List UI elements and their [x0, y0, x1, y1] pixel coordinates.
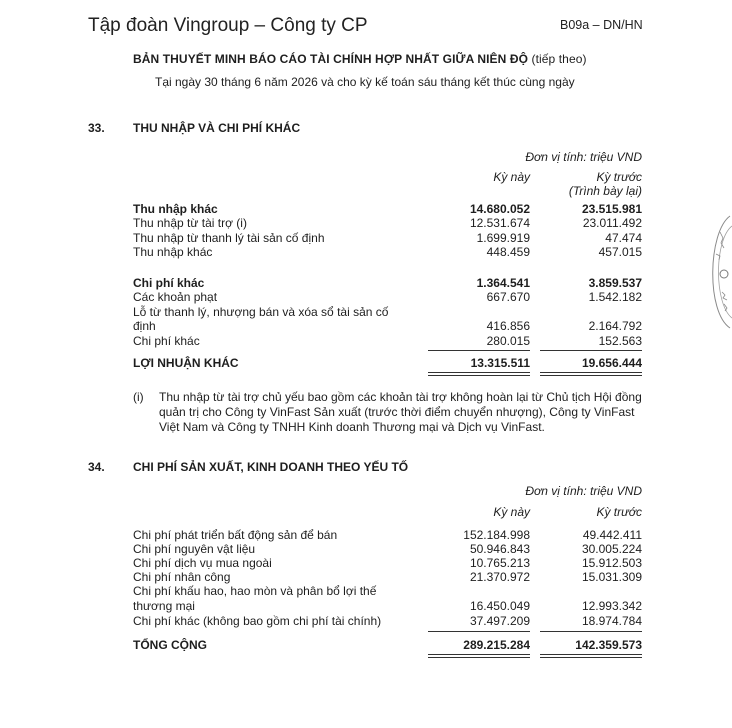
row-value-current: 10.765.213 — [469, 556, 530, 570]
table-row — [133, 599, 642, 613]
table-row — [133, 556, 642, 570]
row-value-prior: 30.005.224 — [581, 542, 642, 556]
row-label: Chi phí dịch vụ mua ngoài — [133, 556, 272, 570]
row-value-current: 21.370.972 — [469, 570, 530, 584]
row-label: Chi phí khác — [133, 276, 205, 290]
footnote-marker: (i) — [133, 390, 144, 404]
row-value-current: 448.459 — [486, 245, 530, 259]
row-label: Chi phí nguyên vật liệu — [133, 542, 256, 556]
subtotal-rule — [540, 631, 642, 632]
table-row — [133, 528, 642, 542]
table-row — [133, 202, 642, 216]
section-33-col-current: Kỳ này — [493, 170, 530, 184]
table-row — [133, 290, 642, 304]
section-34-unit: Đơn vị tính: triệu VND — [525, 484, 642, 498]
table-row — [133, 334, 642, 348]
row-value-prior: 3.859.537 — [588, 276, 642, 290]
row-label: Chi phí khác — [133, 334, 200, 348]
section-34-title: CHI PHÍ SẢN XUẤT, KINH DOANH THEO YẾU TỐ — [133, 460, 409, 474]
row-label: Các khoản phạt — [133, 290, 218, 304]
section-34-number: 34. — [88, 460, 105, 474]
row-value-current: 1.699.919 — [476, 231, 530, 245]
row-value-current: 37.497.209 — [469, 614, 530, 628]
row-label: Thu nhập từ tài trợ (i) — [133, 216, 247, 230]
row-value-current: 12.531.674 — [469, 216, 530, 230]
row-value-prior: 23.515.981 — [581, 202, 642, 216]
table-row — [133, 614, 642, 628]
row-value-current: 280.015 — [486, 334, 530, 348]
section-33-unit: Đơn vị tính: triệu VND — [525, 150, 642, 164]
table-row-total — [133, 356, 642, 370]
row-label: Chi phí khấu hao, hao mòn và phân bổ lợi thế — [133, 584, 377, 598]
row-value-prior: 23.011.492 — [582, 216, 642, 230]
section-33-title: THU NHẬP VÀ CHI PHÍ KHÁC — [133, 121, 301, 135]
total-double-rule — [428, 372, 530, 376]
row-value-current: 13.315.511 — [470, 356, 530, 370]
row-value-prior: 15.031.309 — [581, 570, 642, 584]
row-value-prior: 12.993.342 — [581, 599, 642, 613]
row-label: TỔNG CỘNG — [133, 638, 207, 652]
table-row-total — [133, 638, 642, 652]
total-double-rule — [428, 654, 530, 658]
subtotal-rule — [428, 631, 530, 632]
form-code: B09a – DN/HN — [560, 18, 643, 32]
table-row — [133, 305, 642, 319]
report-subtitle: Tại ngày 30 tháng 6 năm 2026 và cho kỳ kế toán sáu tháng kết thúc cùng ngày — [155, 75, 575, 89]
report-title — [133, 52, 587, 66]
section-33-col-prior-note: (Trình bày lại) — [568, 184, 642, 198]
row-value-current: 16.450.049 — [469, 599, 530, 613]
table-row — [133, 319, 642, 333]
row-label: Thu nhập khác — [133, 245, 213, 259]
row-label: Chi phí nhân công — [133, 570, 231, 584]
section-33-number: 33. — [88, 121, 105, 135]
report-title-continued: (tiếp theo) — [531, 52, 587, 66]
total-double-rule — [540, 654, 642, 658]
table-row — [133, 584, 642, 598]
row-label: Lỗ từ thanh lý, nhượng bán và xóa sổ tài sản cố — [133, 305, 389, 319]
section-34-col-prior: Kỳ trước — [596, 505, 642, 519]
row-value-prior: 47.474 — [605, 231, 642, 245]
company-name: Tập đoàn Vingroup – Công ty CP — [88, 15, 368, 36]
row-value-current: 50.946.843 — [469, 542, 530, 556]
row-label: LỢI NHUẬN KHÁC — [133, 356, 239, 370]
row-label: Chi phí khác (không bao gồm chi phí tài chính) — [133, 614, 382, 628]
row-value-prior: 49.442.411 — [582, 528, 642, 542]
subtotal-rule — [428, 350, 530, 351]
report-title-main: BẢN THUYẾT MINH BÁO CÁO TÀI CHÍNH HỢP NHẤT GIỮA NIÊN ĐỘ — [133, 52, 529, 66]
row-value-prior: 19.656.444 — [581, 356, 642, 370]
table-row — [133, 570, 642, 584]
row-value-current: 416.856 — [486, 319, 530, 333]
table-row — [133, 216, 642, 230]
row-value-prior: 1.542.182 — [588, 290, 642, 304]
row-label: thương mại — [133, 599, 195, 613]
row-value-current: 14.680.052 — [469, 202, 530, 216]
section-34-col-current: Kỳ này — [493, 505, 530, 519]
row-label: Thu nhập từ thanh lý tài sản cố định — [133, 231, 325, 245]
row-value-current: 289.215.284 — [463, 638, 530, 652]
row-value-current: 1.364.541 — [476, 276, 530, 290]
row-value-prior: 457.015 — [598, 245, 642, 259]
table-row — [133, 542, 642, 556]
subtotal-rule — [540, 350, 642, 351]
row-value-current: 667.670 — [486, 290, 530, 304]
row-label: định — [133, 319, 156, 333]
row-value-prior: 152.563 — [598, 334, 642, 348]
row-value-prior: 18.974.784 — [581, 614, 642, 628]
total-double-rule — [540, 372, 642, 376]
row-value-prior: 15.912.503 — [581, 556, 642, 570]
row-value-prior: 2.164.792 — [588, 319, 642, 333]
section-33-col-prior: Kỳ trước — [596, 170, 642, 184]
table-row — [133, 231, 642, 245]
footnote-text: Thu nhập từ tài trợ chủ yếu bao gồm các khoản tài trợ không hoàn lại từ Chủ tịch Hội đồng quản trị cho Công ty VinFast Sản xuất (trước thời điểm chuyển nhượng), Công ty VinFast Việt Nam và Công ty TNHH Kinh doanh Thương mại và Dịch vụ VinFast. — [159, 390, 642, 434]
table-row — [133, 276, 642, 290]
row-label: Chi phí phát triển bất động sản để bán — [133, 528, 338, 542]
row-label: Thu nhập khác — [133, 202, 218, 216]
seal-stamp-icon — [702, 212, 732, 332]
table-row — [133, 245, 642, 259]
row-value-prior: 142.359.573 — [575, 638, 642, 652]
row-value-current: 152.184.998 — [463, 528, 530, 542]
